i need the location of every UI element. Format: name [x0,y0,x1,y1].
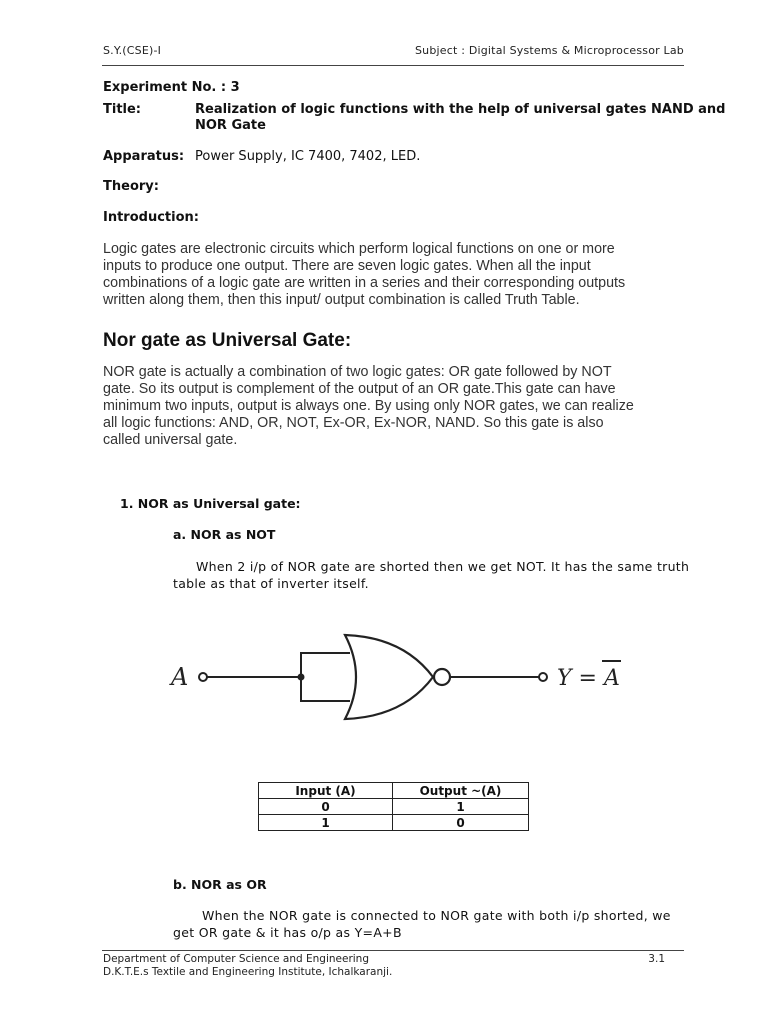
subitem-a-heading: a. NOR as NOT [173,527,276,542]
table-header: Input (A) [259,783,393,799]
intro-line: written along them, then this input/ output combination is called Truth Table. [103,292,580,308]
diagram-output-label: Y = A [557,666,620,691]
title-line-1: Realization of logic functions with the help of universal gates NAND and [195,102,726,117]
header-course: S.Y.(CSE)-I [103,44,162,57]
nor-line: all logic functions: AND, OR, NOT, Ex-OR, Ex-NOR, NAND. So this gate is also [103,415,604,431]
theory-label: Theory: [103,179,159,194]
shorted-wire-bottom [301,677,350,701]
page-number: 3.1 [648,953,665,965]
table-row [259,815,529,831]
subitem-b-line-2: get OR gate & it has o/p as Y=A+B [173,925,402,940]
intro-line: Logic gates are electronic circuits which perform logical functions on one or more [103,241,615,257]
nor-line: NOR gate is actually a combination of two logic gates: OR gate followed by NOT [103,364,612,380]
diagram-output-var: A [603,666,620,691]
title-label: Title: [103,102,142,117]
nor-line: gate. So its output is complement of the output of an OR gate.This gate can have [103,381,616,397]
table-header: Output ~(A) [393,783,529,799]
nor-as-not-diagram [165,625,635,725]
title-line-2: NOR Gate [195,118,266,133]
nor-line: minimum two inputs, output is always one. By using only NOR gates, we can realize [103,398,634,414]
table-row [259,799,529,815]
truth-table [258,782,529,831]
table-header-row [259,783,529,799]
intro-line: combinations of a logic gate are written in a series and their corresponding outputs [103,275,626,291]
apparatus-label: Apparatus: [103,149,185,164]
list-item-1: 1. NOR as Universal gate: [120,496,301,511]
subitem-b-heading: b. NOR as OR [173,877,267,892]
input-terminal [199,673,207,681]
footer-department: Department of Computer Science and Engineering [103,953,370,965]
subitem-a-line-1: When 2 i/p of NOR gate are shorted then we get NOT. It has the same truth [196,559,690,574]
nor-universal-heading: Nor gate as Universal Gate: [103,330,352,351]
inversion-bubble [434,669,450,685]
footer-institute: D.K.T.E.s Textile and Engineering Institute, Ichalkaranji. [103,966,393,978]
experiment-number: Experiment No. : 3 [103,80,240,95]
table-cell: 1 [393,799,529,815]
header-rule [102,65,684,66]
diagram-input-label: A [171,663,189,691]
header-subject: Subject : Digital Systems & Microprocessor Lab [415,44,684,57]
output-terminal [539,673,547,681]
nor-gate-body [345,635,433,719]
nor-paragraph [103,364,634,449]
nor-line: called universal gate. [103,432,238,448]
introduction-label: Introduction: [103,210,199,225]
intro-paragraph [103,241,625,309]
apparatus-value: Power Supply, IC 7400, 7402, LED. [195,149,421,164]
shorted-wire-top [301,653,350,677]
table-cell: 0 [393,815,529,831]
table-cell: 1 [259,815,393,831]
intro-line: inputs to produce one output. There are seven logic gates. When all the input [103,258,591,274]
subitem-b-line-1: When the NOR gate is connected to NOR gate with both i/p shorted, we [202,908,671,923]
table-cell: 0 [259,799,393,815]
subitem-a-line-2: table as that of inverter itself. [173,576,369,591]
footer-rule [102,950,684,951]
